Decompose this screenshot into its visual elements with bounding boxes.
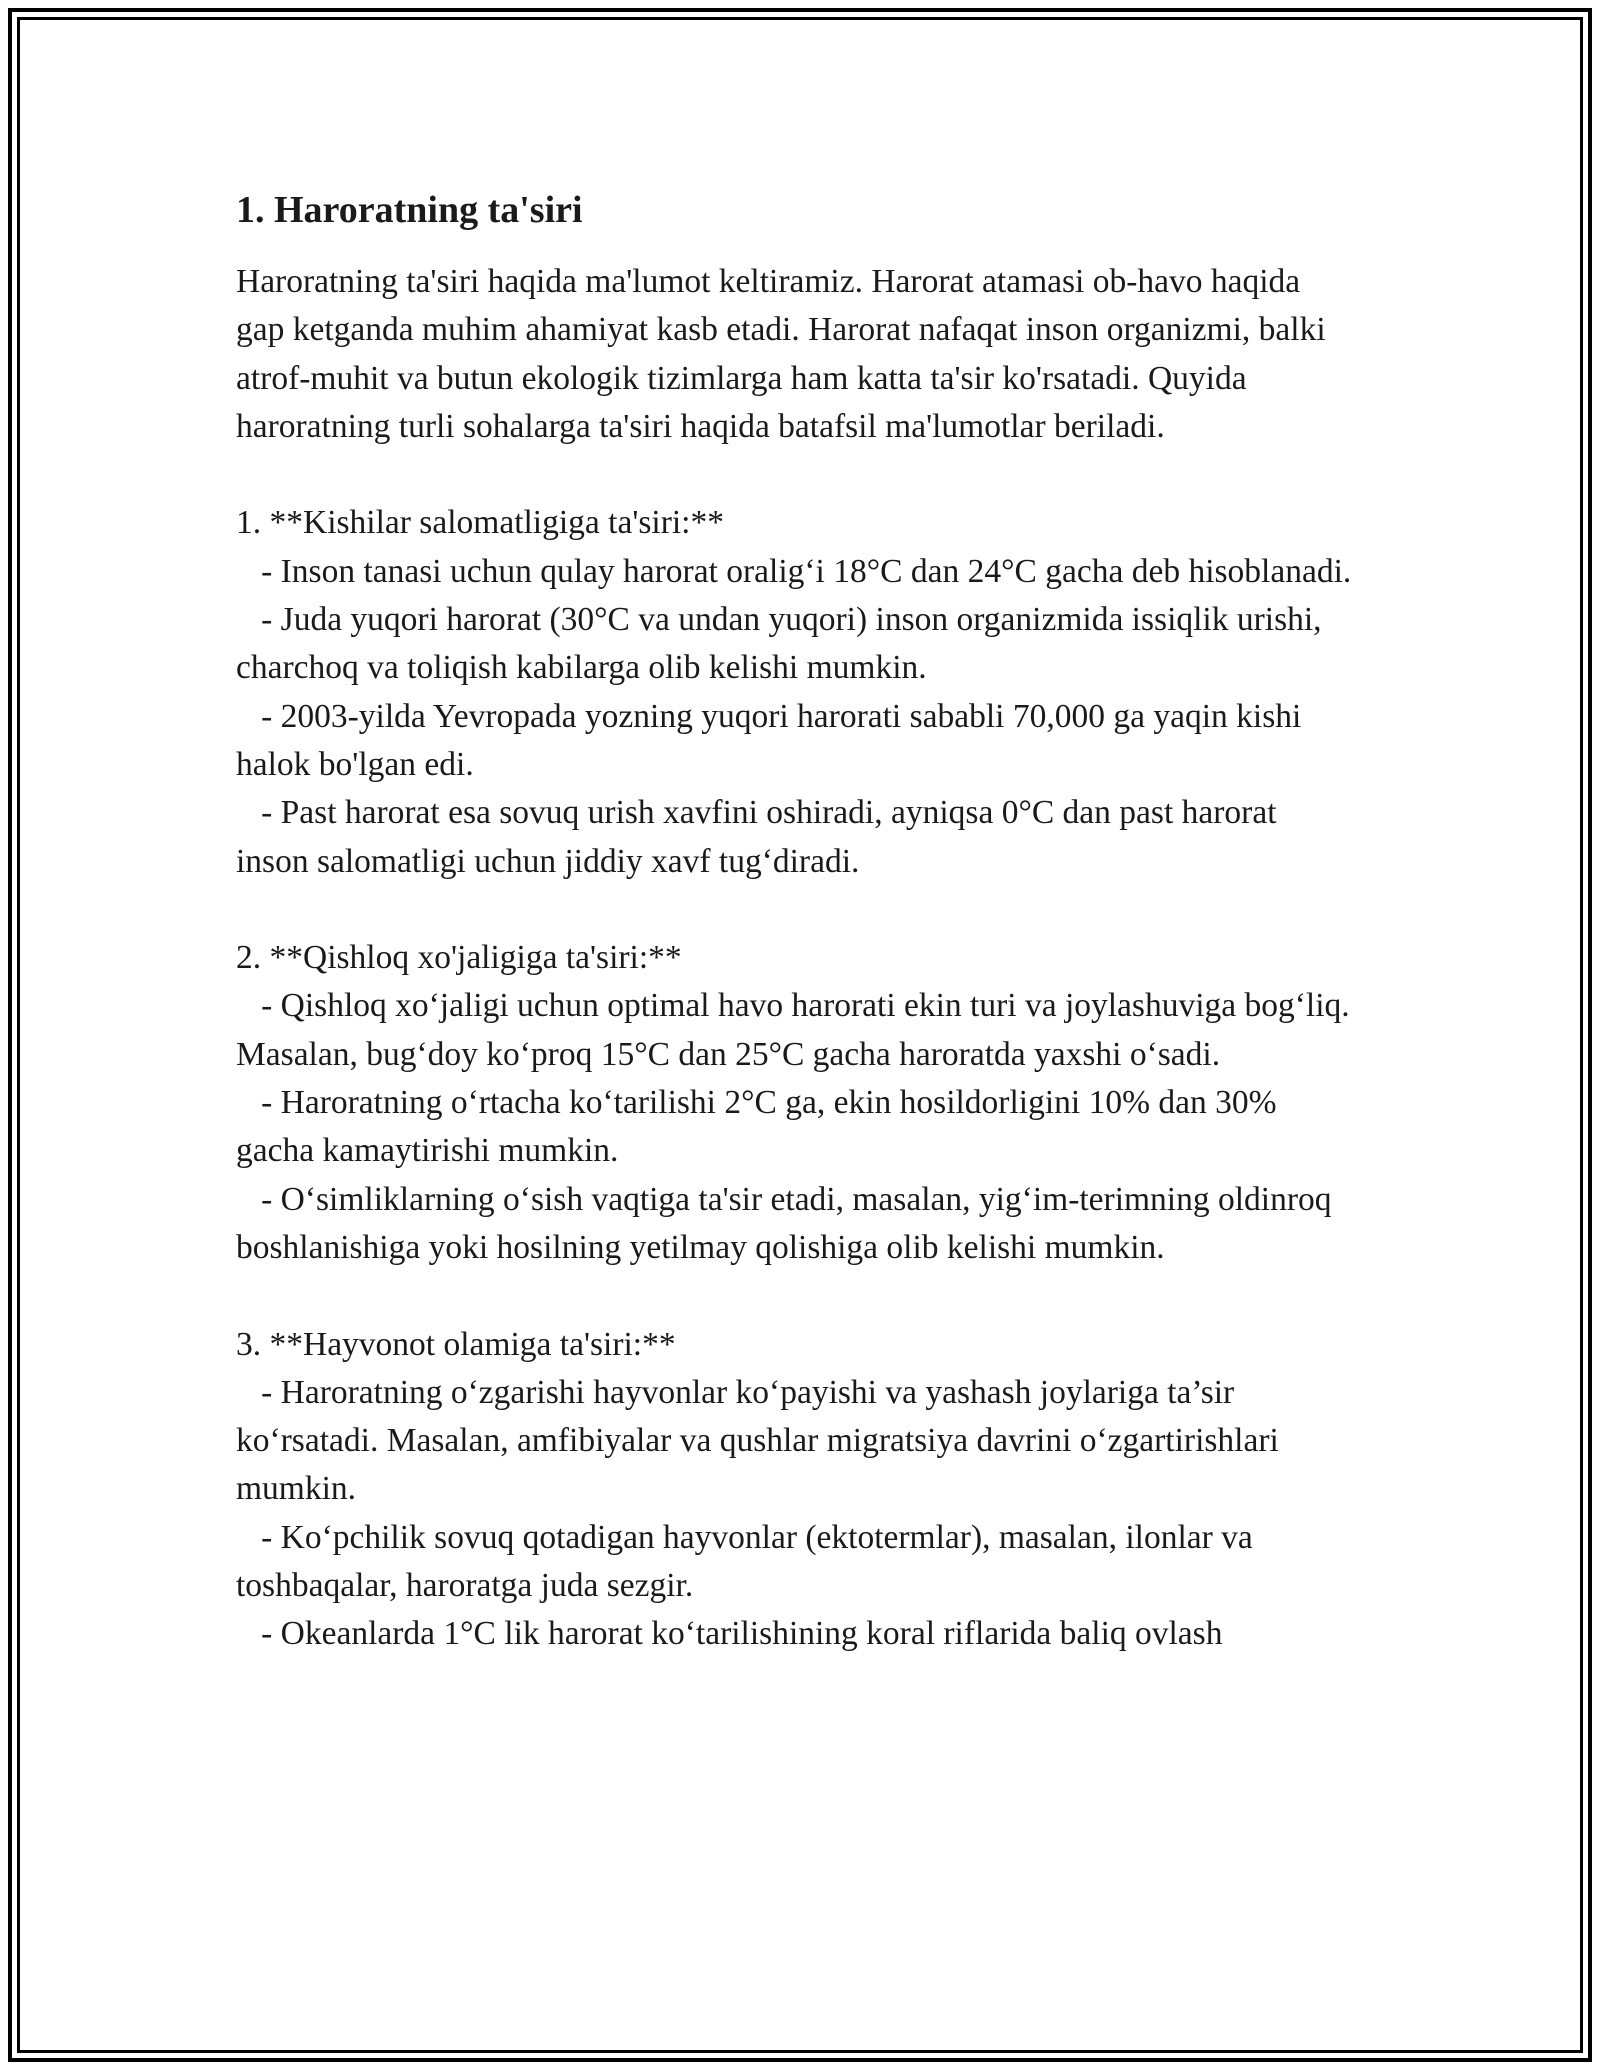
section-heading: 1. Haroratning ta'siri <box>236 189 583 231</box>
section-agriculture <box>236 934 1359 1272</box>
section-title: 1. **Kishilar salomatligiga ta'siri:** <box>236 504 724 542</box>
section-wildlife <box>236 1321 1356 1659</box>
section-title: 2. **Qishloq xo'jaligiga ta'siri:** <box>236 939 682 977</box>
spacer <box>236 1272 1356 1320</box>
list-item: - O‘simliklarning o‘sish vaqtiga ta'sir etadi, masalan, yig‘im-terimning oldinroq boshlanishiga yoki hosilning yetilmay qolishiga olib kelishi mumkin. <box>236 1180 1340 1266</box>
list-item: - Past harorat esa sovuq urish xavfini oshiradi, ayniqsa 0°C dan past harorat inson salomatligi uchun jiddiy xavf tug‘diradi. <box>236 794 1285 880</box>
section-title: 3. **Hayvonot olamiga ta'siri:** <box>236 1325 676 1363</box>
list-item: - Ko‘pchilik sovuq qotadigan hayvonlar (ektotermlar), masalan, ilonlar va toshbaqalar, haroratga juda sezgir. <box>236 1518 1262 1605</box>
list-item: - Qishloq xo‘jaligi uchun optimal havo harorati ekin turi va joylashuviga bog‘liq. Masalan, bug‘doy ko‘proq 15°C dan 25°C gacha haroratda yaxshi o‘sadi. <box>236 987 1359 1073</box>
list-item: - Haroratning o‘zgarishi hayvonlar ko‘payishi va yashash joylariga ta’sir ko‘rsatadi. Masalan, amfibiyalar va qushlar migratsiya davrini o‘zgartirishlari mumkin. <box>236 1373 1288 1508</box>
section-health <box>236 499 1356 885</box>
list-item: - Haroratning o‘rtacha ko‘tarilishi 2°C ga, ekin hosildorligini 10% dan 30% gacha kamaytirishi mumkin. <box>236 1084 1285 1170</box>
list-item: - Okeanlarda 1°C lik harorat ko‘tarilishining koral riflarida baliq ovlash <box>236 1615 1223 1653</box>
list-item: - 2003-yilda Yevropada yozning yuqori harorati sababli 70,000 ga yaqin kishi halok bo'lgan edi. <box>236 697 1310 783</box>
intro-paragraph: Haroratning ta'siri haqida ma'lumot keltiramiz. Harorat atamasi ob-havo haqida gap ketganda muhim ahamiyat kasb etadi. Harorat nafaqat inson organizmi, balki atrof-muhit va butun ekologik tizimlarga ham katta ta'sir ko'rsatadi. Quyida haroratning turli sohalarga ta'siri haqida batafsil ma'lumotlar beriladi. <box>236 263 1326 445</box>
spacer <box>236 886 1356 934</box>
spacer <box>236 451 1356 499</box>
list-item: - Juda yuqori harorat (30°C va undan yuqori) inson organizmida issiqlik urishi, charchoq va toliqish kabilarga olib kelishi mumkin. <box>236 601 1330 687</box>
list-item: - Inson tanasi uchun qulay harorat oralig‘i 18°C dan 24°C gacha deb hisoblanadi. <box>236 552 1352 590</box>
document-body <box>236 186 1359 1659</box>
